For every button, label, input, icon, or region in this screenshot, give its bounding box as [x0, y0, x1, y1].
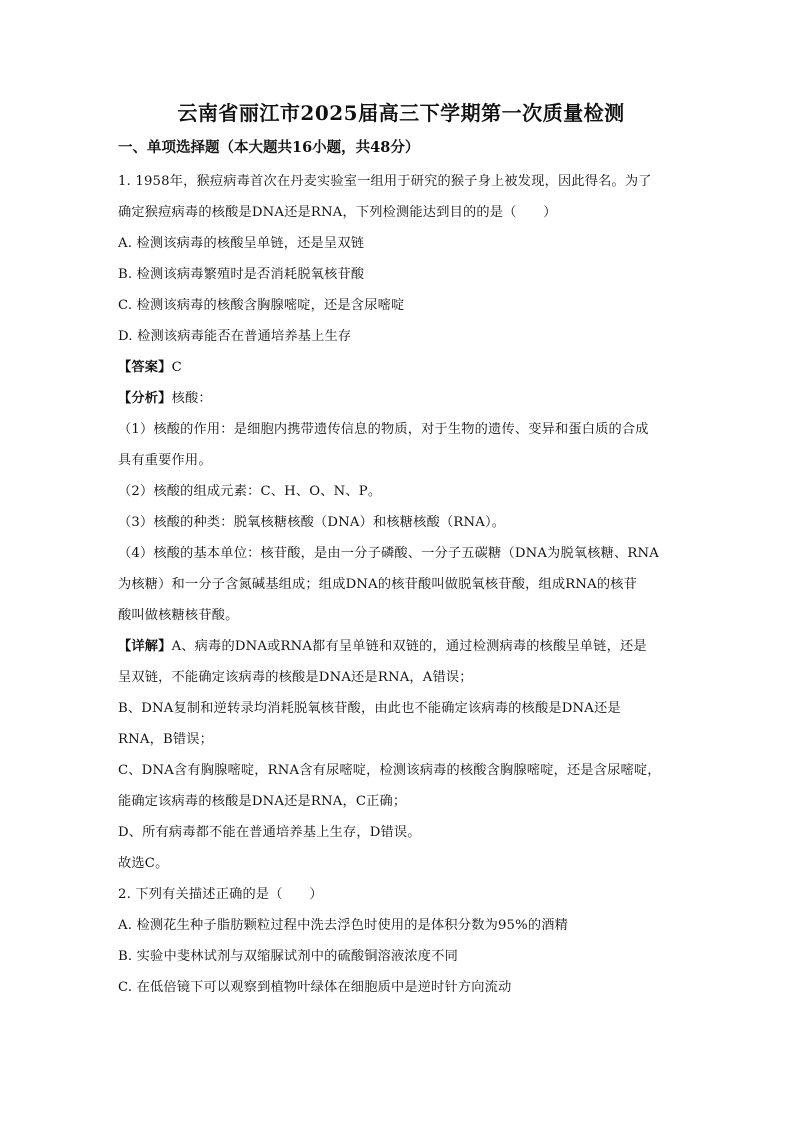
- detail-c-line-1: C、DNA含有胸腺嘧啶，RNA含有尿嘧啶，检测该病毒的核酸含胸腺嘧啶，还是含尿嘧啶，: [118, 763, 661, 778]
- analysis-point-1-line-1: （1）核酸的作用：是细胞内携带遗传信息的物质，对于生物的遗传、变异和蛋白质的合成: [118, 422, 649, 437]
- question-1-option-c: C. 检测该病毒的核酸含胸腺嘧啶，还是含尿嘧啶: [118, 298, 405, 313]
- question-1-option-d: D. 检测该病毒能否在普通培养基上生存: [118, 329, 352, 344]
- detail-a-line-1: [118, 631, 684, 662]
- analysis-point-4-line-2: 为核糖）和一分子含氮碱基组成；组成DNA的核苷酸叫做脱氧核苷酸，组成RNA的核苷: [118, 577, 637, 592]
- question-2-stem: 2. 下列有关描述正确的是（ ）: [118, 887, 323, 902]
- analysis-point-4-line-1: （4）核酸的基本单位：核苷酸，是由一分子磷酸、一分子五碳糖（DNA为脱氧核糖、RNA: [118, 546, 659, 561]
- analysis-point-2: （2）核酸的组成元素：C、H、O、N、P。: [118, 484, 382, 499]
- question-2-option-c: C. 在低倍镜下可以观察到植物叶绿体在细胞质中是逆时针方向流动: [118, 980, 512, 995]
- detail-tag: 【详解】: [118, 639, 172, 654]
- answer-value: C: [171, 360, 182, 375]
- analysis-point-1-line-2: 具有重要作用。: [118, 453, 212, 468]
- detail-a-line-2: 呈双链，不能确定该病毒的核酸是DNA还是RNA，A错误；: [118, 670, 473, 685]
- document-title: 云南省丽江市2025届高三下学期第一次质量检测: [177, 101, 625, 125]
- analysis-point-3: （3）核酸的种类：脱氧核糖核酸（DNA）和核糖核酸（RNA）。: [118, 515, 506, 530]
- answer-tag: 【答案】: [118, 360, 172, 375]
- detail-b-line-1: B、DNA复制和逆转录均消耗脱氧核苷酸，由此也不能确定该病毒的核酸是DNA还是: [118, 701, 621, 716]
- detail-c-line-2: 能确定该病毒的核酸是DNA还是RNA，C正确；: [118, 794, 407, 809]
- detail-b-line-2: RNA，B错误；: [118, 732, 214, 747]
- question-1-option-a: A. 检测该病毒的核酸呈单链，还是呈双链: [118, 236, 365, 251]
- detail-a-text: A、病毒的DNA或RNA都有呈单链和双链的，通过检测病毒的核酸呈单链，还是: [171, 639, 647, 654]
- question-1-stem-line-1: 1. 1958年，猴痘病毒首次在丹麦实验室一组用于研究的猴子身上被发现，因此得名。为了: [118, 174, 652, 189]
- analysis-point-4-line-3: 酸叫做核糖核苷酸。: [118, 608, 239, 623]
- question-1-stem-line-2: 确定猴痘病毒的核酸是DNA还是RNA，下列检测能达到目的的是（ ）: [118, 205, 557, 220]
- question-2-option-a: A. 检测花生种子脂肪颗粒过程中洗去浮色时使用的是体积分数为95%的酒精: [118, 918, 569, 933]
- answer-line: [118, 352, 684, 383]
- section-heading: 一、单项选择题（本大题共16小题，共48分）: [118, 139, 420, 156]
- question-1-option-b: B. 检测该病毒繁殖时是否消耗脱氧核苷酸: [118, 267, 365, 282]
- document-page: [118, 98, 684, 1003]
- analysis-line: [118, 383, 684, 414]
- conclusion: 故选C。: [118, 856, 169, 871]
- analysis-intro: 核酸：: [171, 391, 212, 406]
- question-2-option-b: B. 实验中斐林试剂与双缩脲试剂中的硫酸铜溶液浓度不同: [118, 949, 458, 964]
- analysis-tag: 【分析】: [118, 391, 172, 406]
- detail-d: D、所有病毒都不能在普通培养基上生存，D错误。: [118, 825, 421, 840]
